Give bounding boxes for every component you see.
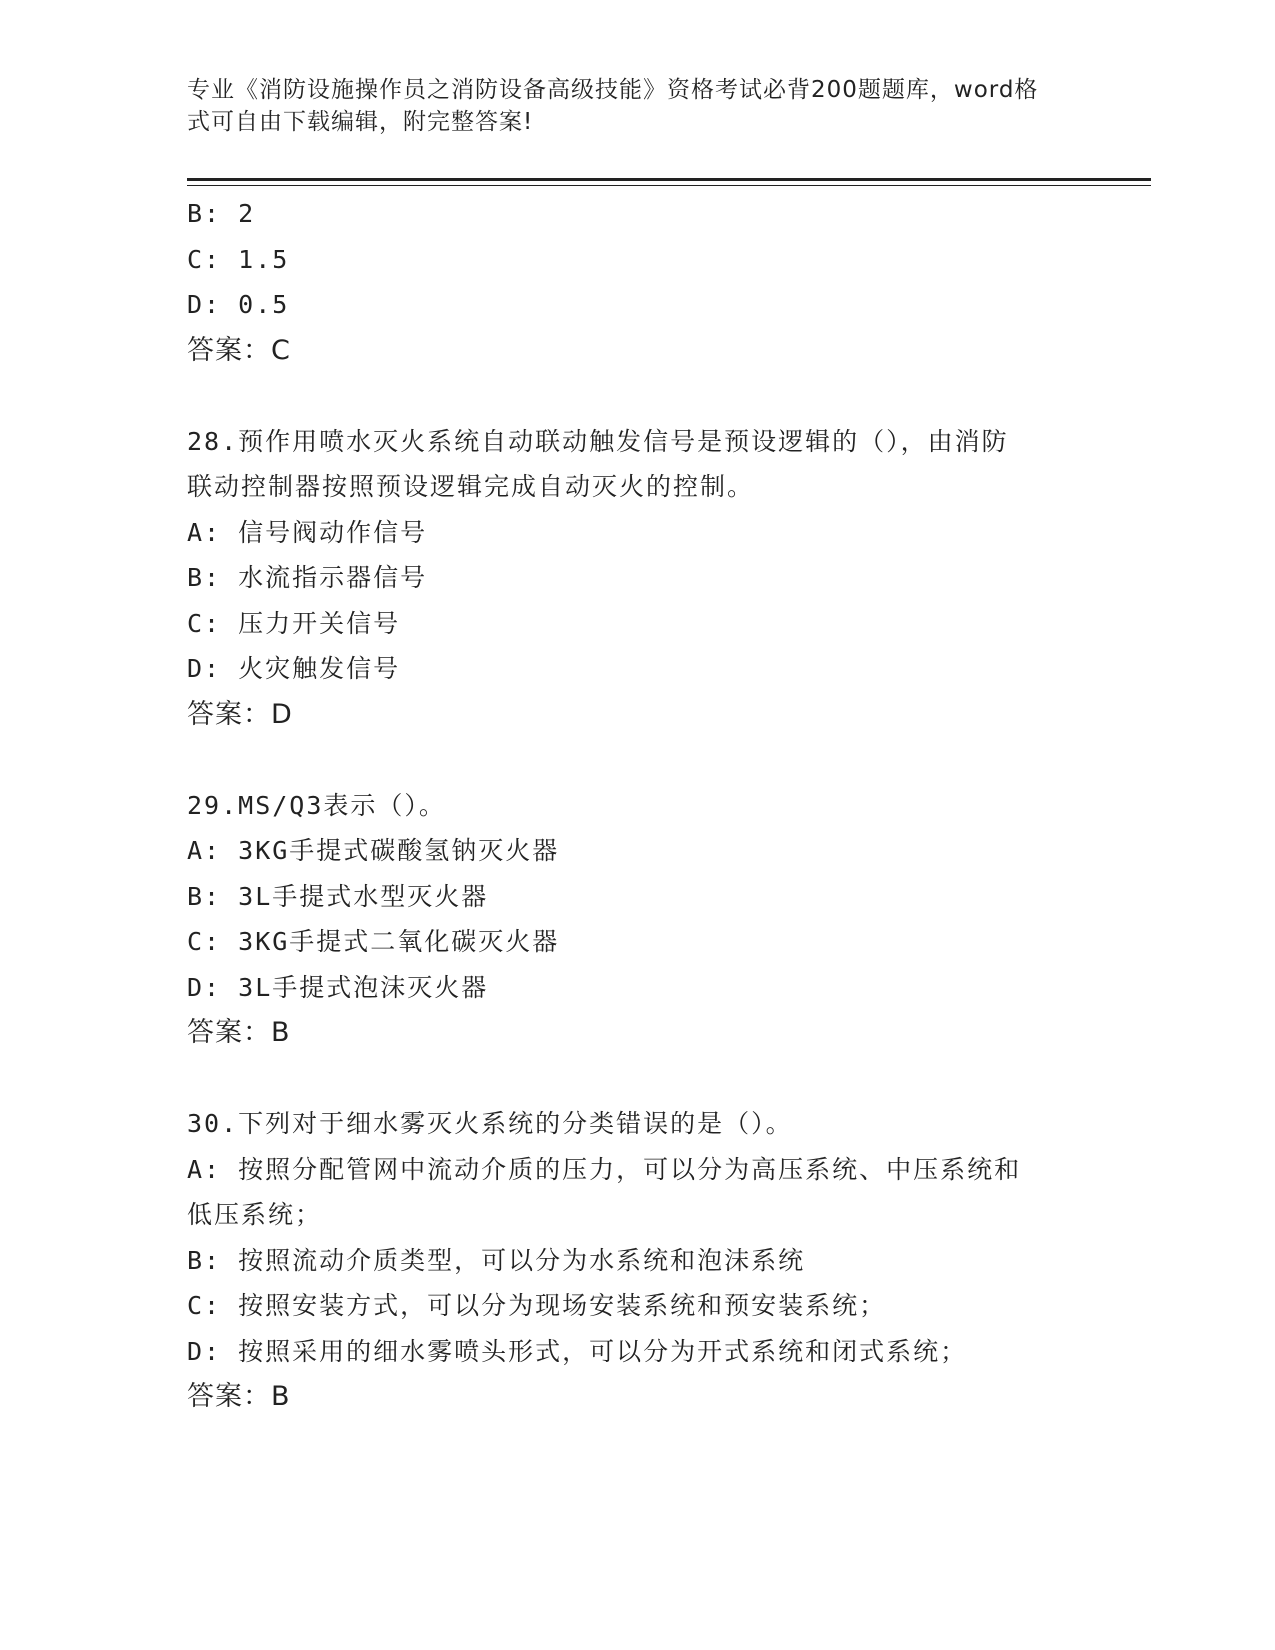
header-rule-thin: [187, 185, 1151, 186]
option-a: A: 信号阀动作信号: [187, 517, 428, 547]
option-d: D: 按照采用的细水雾喷头形式，可以分为开式系统和闭式系统；: [187, 1336, 968, 1366]
header-rule-thick: [187, 178, 1151, 181]
question-text-line: 29.MS/Q3表示（）。: [187, 790, 446, 820]
question-text-line: 联动控制器按照预设逻辑完成自动灭火的控制。: [187, 472, 755, 501]
answer: 答案：B: [187, 1381, 291, 1412]
question-text-line: 28.预作用喷水灭火系统自动联动触发信号是预设逻辑的（），由消防: [187, 426, 1009, 456]
header-line-2: 式可自由下载编辑，附完整答案!: [187, 109, 534, 135]
question-29: [187, 783, 1087, 1056]
question-text-line: 30.下列对于细水雾灭火系统的分类错误的是（）。: [187, 1109, 793, 1138]
question-30: [187, 1101, 1087, 1420]
header-line-1: 专业《消防设施操作员之消防设备高级技能》资格考试必背200题题库，word格: [187, 77, 1039, 103]
document-header: [187, 74, 1087, 138]
question-28: [187, 419, 1087, 738]
option-a: A: 3KG手提式碳酸氢钠灭火器: [187, 836, 560, 865]
option-d: D: 火灾触发信号: [187, 654, 401, 683]
option-c: C: 3KG手提式二氧化碳灭火器: [187, 927, 560, 956]
option-a: A: 按照分配管网中流动介质的压力，可以分为高压系统、中压系统和: [187, 1154, 1022, 1184]
option-d: D: 0.5: [187, 290, 290, 319]
answer: 答案：D: [187, 698, 293, 730]
answer: 答案：B: [187, 1017, 291, 1048]
option-b: B: 3L手提式水型灭火器: [187, 881, 489, 911]
question-gap: [187, 373, 1087, 419]
question-list: [187, 191, 1087, 1420]
answer: 答案：C: [187, 334, 291, 366]
option-d: D: 3L手提式泡沫灭火器: [187, 972, 489, 1002]
question-gap: [187, 737, 1087, 783]
option-b: B: 水流指示器信号: [187, 563, 428, 592]
question-27-continued: [187, 191, 1087, 373]
option-c: C: 1.5: [187, 244, 290, 274]
option-a-continued: 低压系统；: [187, 1200, 323, 1229]
question-gap: [187, 1056, 1087, 1102]
option-b: B: 2: [187, 199, 256, 228]
option-c: C: 压力开关信号: [187, 608, 401, 638]
option-c: C: 按照安装方式，可以分为现场安装系统和预安装系统；: [187, 1291, 887, 1320]
option-b: B: 按照流动介质类型，可以分为水系统和泡沫系统: [187, 1245, 806, 1275]
